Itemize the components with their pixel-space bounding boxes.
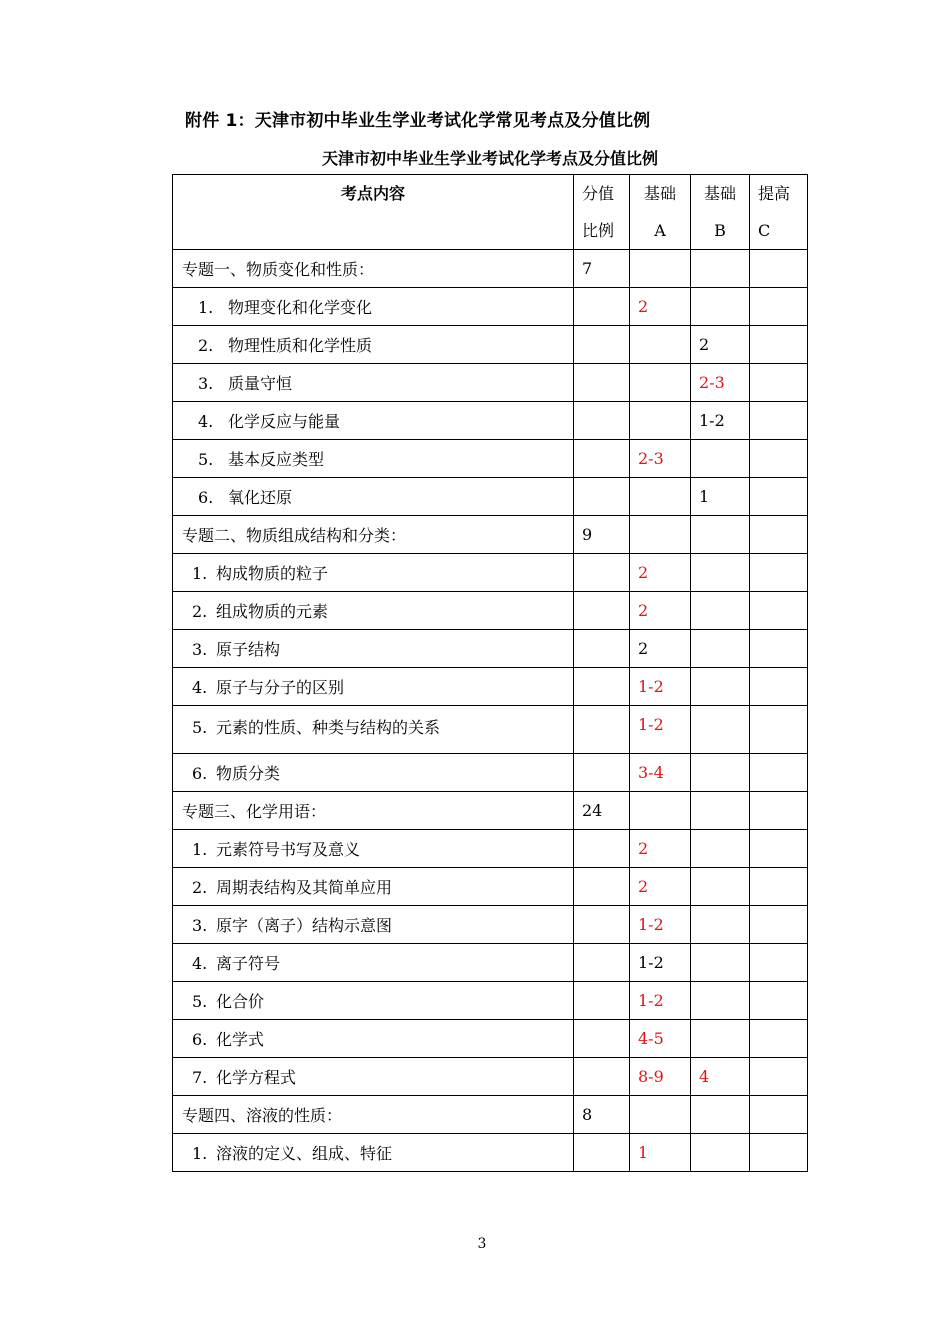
item-cell — [173, 668, 574, 706]
basic-b-cell — [691, 668, 750, 706]
header-b-line1: 基础 — [703, 184, 736, 203]
basic-a-cell — [630, 250, 691, 288]
item-number: 7. — [192, 1068, 208, 1087]
item-cell — [173, 288, 574, 326]
item-cell — [173, 868, 574, 906]
advanced-c-cell — [750, 1058, 808, 1096]
header-score-line1: 分值 — [582, 184, 615, 203]
advanced-c-cell — [750, 792, 808, 830]
advanced-c-cell — [750, 326, 808, 364]
table-row — [173, 1134, 808, 1172]
advanced-c-cell — [750, 402, 808, 440]
page-number: 3 — [477, 1236, 487, 1252]
item-cell — [173, 1058, 574, 1096]
advanced-c-cell — [750, 830, 808, 868]
item-label: 化学式 — [216, 1030, 265, 1049]
item-number: 4. — [192, 678, 208, 697]
basic-a-cell: 4-5 — [630, 1020, 691, 1058]
advanced-c-cell — [750, 706, 808, 754]
basic-b-cell: 1 — [691, 478, 750, 516]
topic-label: 专题三、化学用语： — [173, 792, 574, 830]
item-label: 物理变化和化学变化 — [228, 298, 373, 317]
advanced-c-cell — [750, 554, 808, 592]
basic-a-cell — [630, 792, 691, 830]
basic-b-cell: 1-2 — [691, 402, 750, 440]
score-cell — [574, 944, 630, 982]
item-number: 2. — [198, 336, 214, 355]
table-row — [173, 754, 808, 792]
basic-a-cell: 1-2 — [630, 668, 691, 706]
table-row — [173, 906, 808, 944]
basic-b-cell — [691, 830, 750, 868]
item-label: 溶液的定义、组成、特征 — [216, 1144, 393, 1163]
advanced-c-cell — [750, 288, 808, 326]
header-content — [173, 175, 574, 250]
score-cell — [574, 364, 630, 402]
exam-points-table — [172, 174, 808, 1172]
basic-b-cell — [691, 1134, 750, 1172]
basic-b-cell: 4 — [691, 1058, 750, 1096]
item-number: 3. — [192, 640, 208, 659]
item-cell — [173, 706, 574, 754]
table-row-topic — [173, 250, 808, 288]
item-cell — [173, 364, 574, 402]
basic-b-cell — [691, 944, 750, 982]
header-basic-b — [691, 175, 750, 250]
table-row-topic — [173, 516, 808, 554]
item-number: 1. — [192, 564, 208, 583]
header-score-line2: 比例 — [582, 221, 615, 240]
item-label: 元素的性质、种类与结构的关系 — [216, 718, 441, 737]
header-advanced-c — [750, 175, 808, 250]
score-cell — [574, 868, 630, 906]
advanced-c-cell — [750, 1096, 808, 1134]
table-row — [173, 944, 808, 982]
basic-b-cell — [691, 1096, 750, 1134]
score-cell — [574, 554, 630, 592]
header-basic-a — [630, 175, 691, 250]
item-cell — [173, 1020, 574, 1058]
advanced-c-cell — [750, 250, 808, 288]
score-cell — [574, 830, 630, 868]
item-cell — [173, 944, 574, 982]
basic-a-cell: 2 — [630, 868, 691, 906]
item-number: 5. — [198, 450, 214, 469]
basic-a-cell — [630, 364, 691, 402]
attachment-heading: 附件 1：天津市初中毕业生学业考试化学常见考点及分值比例 — [185, 111, 651, 131]
header-content-label: 考点内容 — [340, 184, 405, 203]
header-a-line1: 基础 — [643, 184, 676, 203]
table-row — [173, 554, 808, 592]
item-number: 5. — [192, 992, 208, 1011]
score-cell — [574, 478, 630, 516]
score-cell — [574, 630, 630, 668]
table-row — [173, 402, 808, 440]
topic-label: 专题一、物质变化和性质： — [173, 250, 574, 288]
table-row — [173, 288, 808, 326]
item-label: 物理性质和化学性质 — [228, 336, 373, 355]
item-label: 基本反应类型 — [228, 450, 325, 469]
basic-a-cell: 1 — [630, 1134, 691, 1172]
item-label: 离子符号 — [216, 954, 281, 973]
basic-a-cell: 2 — [630, 830, 691, 868]
item-label: 原子结构 — [216, 640, 281, 659]
table-row — [173, 868, 808, 906]
score-cell — [574, 1020, 630, 1058]
item-number: 6. — [192, 1030, 208, 1049]
item-cell — [173, 630, 574, 668]
basic-a-cell: 2 — [630, 554, 691, 592]
advanced-c-cell — [750, 868, 808, 906]
item-label: 周期表结构及其简单应用 — [216, 878, 393, 897]
score-cell — [574, 754, 630, 792]
item-label: 元素符号书写及意义 — [216, 840, 361, 859]
basic-b-cell — [691, 754, 750, 792]
score-cell: 8 — [574, 1096, 630, 1134]
item-number: 6. — [192, 764, 208, 783]
basic-a-cell: 3-4 — [630, 754, 691, 792]
item-number: 1. — [192, 840, 208, 859]
score-cell: 24 — [574, 792, 630, 830]
item-number: 2. — [192, 602, 208, 621]
score-cell — [574, 592, 630, 630]
score-cell: 7 — [574, 250, 630, 288]
basic-a-cell — [630, 478, 691, 516]
advanced-c-cell — [750, 364, 808, 402]
item-label: 组成物质的元素 — [216, 602, 329, 621]
item-cell — [173, 982, 574, 1020]
table-row — [173, 630, 808, 668]
header-score — [574, 175, 630, 250]
table-row — [173, 478, 808, 516]
header-c-line1: 提高 — [758, 184, 791, 203]
advanced-c-cell — [750, 592, 808, 630]
basic-a-cell: 1-2 — [630, 982, 691, 1020]
basic-a-cell — [630, 326, 691, 364]
item-cell — [173, 1134, 574, 1172]
score-cell — [574, 906, 630, 944]
item-cell — [173, 754, 574, 792]
basic-b-cell — [691, 516, 750, 554]
item-cell — [173, 440, 574, 478]
basic-b-cell: 2-3 — [691, 364, 750, 402]
table-row — [173, 1058, 808, 1096]
table-row — [173, 364, 808, 402]
advanced-c-cell — [750, 478, 808, 516]
basic-b-cell — [691, 982, 750, 1020]
advanced-c-cell — [750, 982, 808, 1020]
table-row — [173, 1020, 808, 1058]
advanced-c-cell — [750, 630, 808, 668]
basic-a-cell: 1-2 — [630, 706, 691, 754]
basic-a-cell — [630, 1096, 691, 1134]
table-row — [173, 830, 808, 868]
basic-a-cell: 2 — [630, 288, 691, 326]
item-label: 原子与分子的区别 — [216, 678, 345, 697]
score-cell: 9 — [574, 516, 630, 554]
basic-b-cell — [691, 706, 750, 754]
score-cell — [574, 1134, 630, 1172]
advanced-c-cell — [750, 754, 808, 792]
item-label: 化学反应与能量 — [228, 412, 341, 431]
score-cell — [574, 668, 630, 706]
basic-a-cell: 8-9 — [630, 1058, 691, 1096]
advanced-c-cell — [750, 516, 808, 554]
item-cell — [173, 326, 574, 364]
item-cell — [173, 554, 574, 592]
advanced-c-cell — [750, 1134, 808, 1172]
item-number: 3. — [192, 916, 208, 935]
item-cell — [173, 830, 574, 868]
basic-a-cell: 2 — [630, 592, 691, 630]
advanced-c-cell — [750, 440, 808, 478]
basic-b-cell — [691, 792, 750, 830]
basic-b-cell — [691, 630, 750, 668]
table-row-topic — [173, 1096, 808, 1134]
table-row — [173, 592, 808, 630]
item-label: 化学方程式 — [216, 1068, 297, 1087]
item-cell — [173, 478, 574, 516]
basic-a-cell: 1-2 — [630, 906, 691, 944]
score-cell — [574, 326, 630, 364]
basic-b-cell — [691, 288, 750, 326]
basic-a-cell: 1-2 — [630, 944, 691, 982]
basic-a-cell — [630, 402, 691, 440]
table-header-row — [173, 175, 808, 250]
advanced-c-cell — [750, 1020, 808, 1058]
item-label: 物质分类 — [216, 764, 281, 783]
table-row — [173, 982, 808, 1020]
table-row-topic — [173, 792, 808, 830]
header-b-line2: B — [714, 221, 726, 240]
item-number: 4. — [198, 412, 214, 431]
item-number: 2. — [192, 878, 208, 897]
item-number: 3. — [198, 374, 214, 393]
item-cell — [173, 906, 574, 944]
score-cell — [574, 706, 630, 754]
table-row — [173, 668, 808, 706]
basic-b-cell — [691, 592, 750, 630]
item-cell — [173, 402, 574, 440]
header-c-line2: C — [758, 221, 771, 240]
table-title: 天津市初中毕业生学业考试化学考点及分值比例 — [321, 149, 658, 168]
advanced-c-cell — [750, 668, 808, 706]
score-cell — [574, 982, 630, 1020]
basic-b-cell — [691, 554, 750, 592]
item-number: 5. — [192, 718, 208, 737]
advanced-c-cell — [750, 906, 808, 944]
basic-b-cell — [691, 868, 750, 906]
score-cell — [574, 440, 630, 478]
basic-b-cell — [691, 250, 750, 288]
topic-label: 专题二、物质组成结构和分类： — [173, 516, 574, 554]
item-number: 1. — [192, 1144, 208, 1163]
item-label: 原字（离子）结构示意图 — [216, 916, 393, 935]
advanced-c-cell — [750, 944, 808, 982]
basic-a-cell: 2 — [630, 630, 691, 668]
item-label: 氧化还原 — [228, 488, 293, 507]
basic-b-cell — [691, 440, 750, 478]
topic-label: 专题四、溶液的性质： — [173, 1096, 574, 1134]
item-cell — [173, 592, 574, 630]
header-a-line2: A — [654, 221, 666, 240]
item-number: 4. — [192, 954, 208, 973]
item-label: 化合价 — [216, 992, 265, 1011]
basic-b-cell: 2 — [691, 326, 750, 364]
basic-b-cell — [691, 906, 750, 944]
item-label: 构成物质的粒子 — [216, 564, 329, 583]
table-row — [173, 706, 808, 754]
item-number: 1. — [198, 298, 214, 317]
item-number: 6. — [198, 488, 214, 507]
basic-a-cell — [630, 516, 691, 554]
table-row — [173, 440, 808, 478]
item-label: 质量守恒 — [228, 374, 293, 393]
basic-a-cell: 2-3 — [630, 440, 691, 478]
score-cell — [574, 402, 630, 440]
basic-b-cell — [691, 1020, 750, 1058]
score-cell — [574, 1058, 630, 1096]
table-row — [173, 326, 808, 364]
score-cell — [574, 288, 630, 326]
